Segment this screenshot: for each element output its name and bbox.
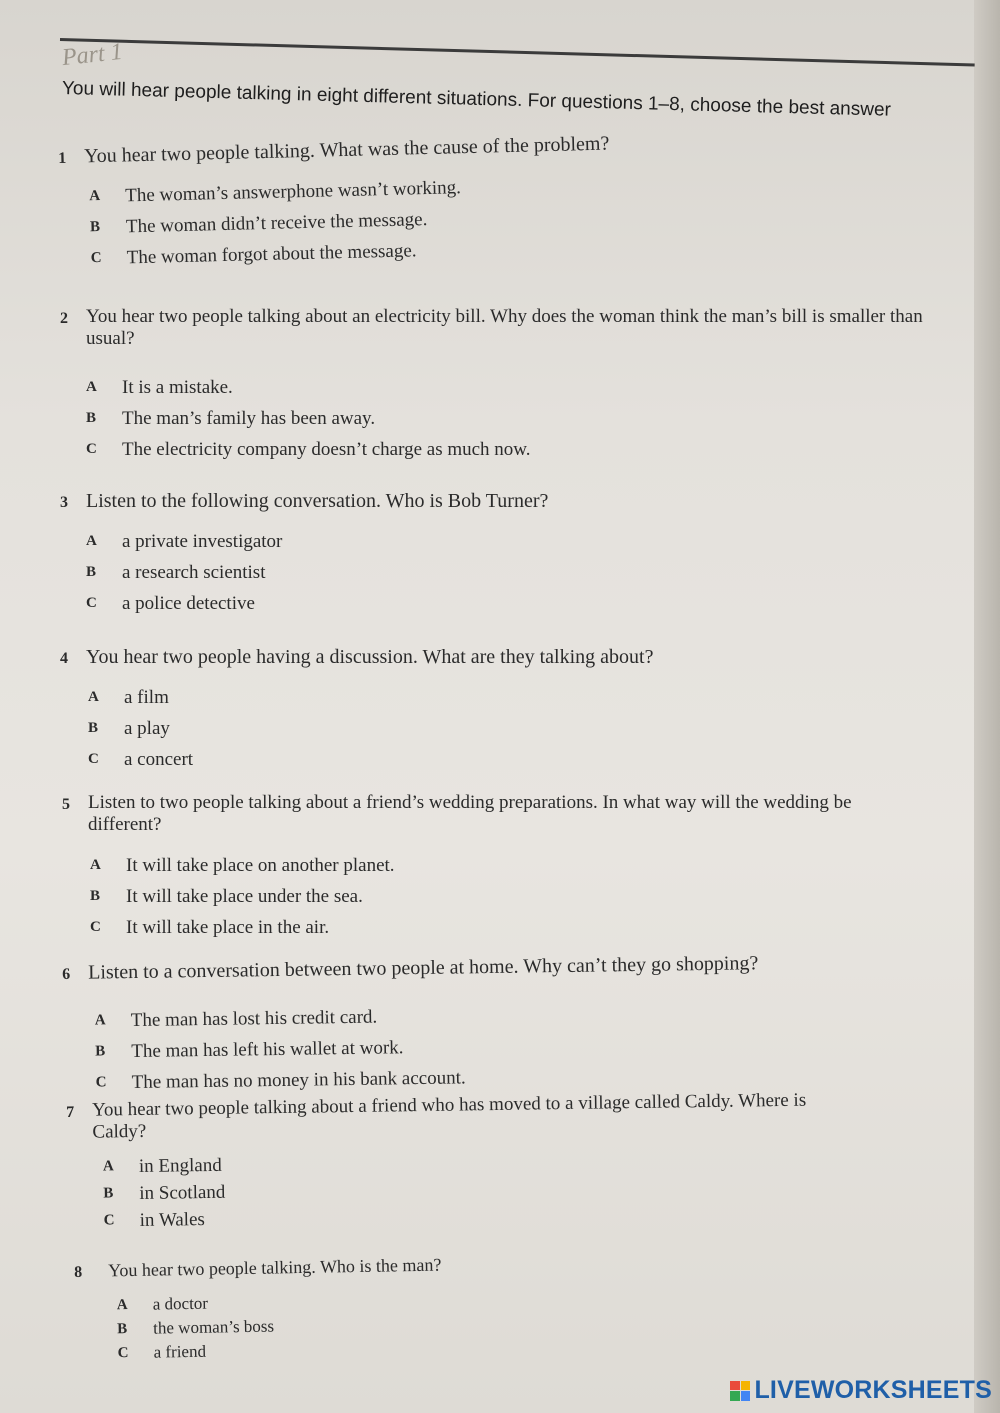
option-b[interactable]: [86, 557, 960, 588]
option-letter: A: [86, 533, 97, 549]
option-text: a film: [124, 687, 169, 708]
option-c[interactable]: [86, 434, 960, 465]
option-text: The man’s family has been away.: [122, 408, 376, 429]
option-text: The man has no money in his bank account.: [131, 1067, 466, 1094]
question-number: 2: [60, 310, 68, 327]
question-number: 8: [74, 1263, 83, 1281]
part-label: Part 1: [60, 38, 124, 72]
question-6: [62, 950, 944, 1099]
option-letter: C: [90, 919, 101, 935]
option-letter: B: [88, 720, 99, 736]
option-letter: B: [95, 1043, 106, 1060]
question-text: You hear two people talking about a friend who has moved to a village called Caldy. Where is Caldy?: [91, 1089, 807, 1143]
question-number: 3: [60, 494, 68, 511]
question-text: You hear two people talking about an electricity bill. Why does the woman think the man’s bill is smaller than usual?: [86, 306, 923, 349]
question-5: [62, 792, 942, 943]
option-letter: A: [94, 1012, 106, 1029]
option-letter: C: [86, 441, 97, 457]
option-text: The man has lost his credit card.: [130, 1006, 378, 1032]
question-8: [74, 1246, 876, 1366]
option-b[interactable]: [90, 881, 942, 912]
page-edge: [974, 0, 1000, 1413]
option-letter: B: [86, 564, 97, 580]
option-text: The man has left his wallet at work.: [131, 1037, 404, 1063]
option-letter: C: [95, 1074, 107, 1091]
option-text: It will take place on another planet.: [126, 855, 395, 876]
option-letter: C: [88, 751, 99, 767]
option-text: in Scotland: [139, 1181, 226, 1204]
option-text: The woman didn’t receive the message.: [125, 209, 428, 238]
option-letter: A: [89, 187, 101, 205]
question-text: You hear two people talking. What was the cause of the problem?: [83, 132, 610, 168]
option-letter: C: [117, 1345, 129, 1362]
option-letter: C: [90, 249, 102, 267]
option-text: The woman forgot about the message.: [126, 240, 417, 269]
option-b[interactable]: [86, 403, 960, 434]
question-1: [58, 124, 961, 275]
option-letter: B: [86, 410, 97, 426]
instructions: You will hear people talking in eight different situations. For questions 1–8, choose the best answer: [61, 78, 892, 121]
question-number: 1: [58, 149, 67, 167]
watermark-text: LIVEWORKSHEETS: [754, 1376, 992, 1404]
option-letter: B: [89, 219, 101, 236]
option-a[interactable]: [86, 372, 960, 403]
option-letter: C: [103, 1212, 115, 1229]
option-a[interactable]: [90, 850, 942, 881]
question-2: [60, 306, 960, 465]
question-7: [66, 1088, 928, 1235]
option-text: a doctor: [152, 1293, 209, 1314]
option-text: a private investigator: [122, 531, 283, 552]
option-text: the woman’s boss: [153, 1316, 275, 1338]
option-text: It is a mistake.: [122, 377, 233, 398]
option-a[interactable]: [88, 682, 960, 713]
option-text: The electricity company doesn’t charge as much now.: [122, 439, 531, 460]
option-b[interactable]: [88, 713, 960, 744]
question-4: [60, 646, 960, 775]
option-a[interactable]: [86, 526, 960, 557]
option-letter: B: [90, 888, 101, 904]
question-number: 5: [62, 796, 70, 813]
question-text: Listen to a conversation between two people at home. Why can’t they go shopping?: [87, 952, 759, 984]
option-letter: A: [86, 379, 97, 395]
question-number: 4: [60, 650, 68, 667]
option-text: a research scientist: [122, 562, 266, 583]
liveworksheets-logo-icon: [730, 1381, 750, 1401]
option-text: a concert: [124, 749, 194, 770]
option-letter: A: [116, 1297, 128, 1314]
option-text: It will take place in the air.: [126, 917, 330, 938]
question-3: [60, 490, 960, 619]
option-text: a play: [124, 718, 170, 739]
option-text: a police detective: [122, 593, 255, 614]
option-letter: A: [90, 857, 101, 873]
question-text: You hear two people having a discussion. What are they talking about?: [86, 646, 654, 668]
option-letter: C: [86, 595, 97, 611]
question-text: You hear two people talking. Who is the man?: [108, 1254, 442, 1281]
option-text: The woman’s answerphone wasn’t working.: [124, 177, 462, 207]
liveworksheets-watermark: [730, 1376, 992, 1405]
option-letter: A: [88, 689, 99, 705]
question-text: Listen to two people talking about a friend’s wedding preparations. In what way will the wedding be different?: [88, 792, 852, 835]
question-text: Listen to the following conversation. Who is Bob Turner?: [86, 490, 549, 512]
option-c[interactable]: [90, 912, 942, 943]
option-c[interactable]: [88, 744, 960, 775]
option-text: It will take place under the sea.: [126, 886, 363, 907]
option-text: a friend: [153, 1341, 207, 1362]
option-c[interactable]: [86, 588, 960, 619]
question-number: 7: [66, 1103, 75, 1121]
option-text: in England: [138, 1154, 222, 1177]
option-text: in Wales: [139, 1209, 205, 1231]
option-letter: B: [117, 1321, 128, 1338]
option-letter: B: [103, 1185, 114, 1202]
question-number: 6: [62, 965, 71, 983]
header-rule: [60, 38, 975, 67]
option-letter: A: [102, 1158, 114, 1175]
